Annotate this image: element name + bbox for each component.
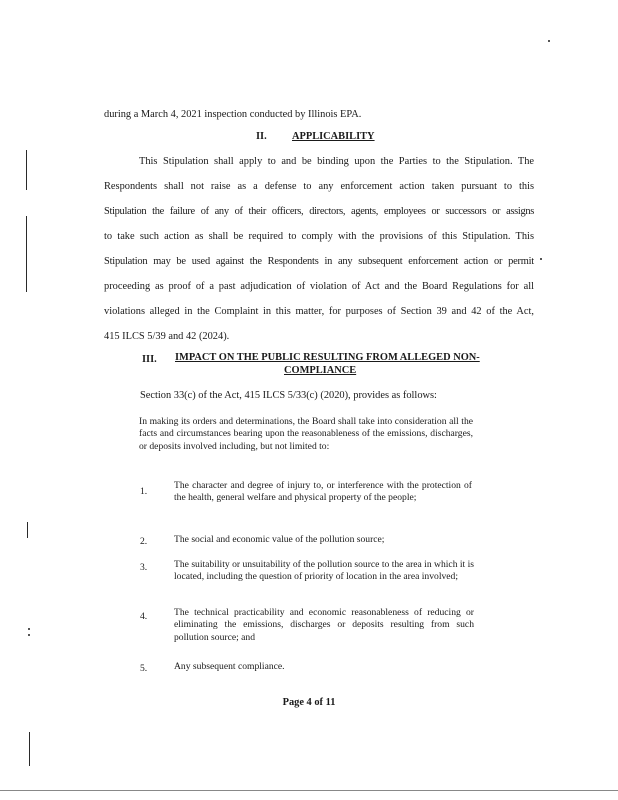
scan-mark [26,150,27,190]
body-line: Section 33(c) of the Act, 415 ILCS 5/33(c) (2020), provides as follows: [140,390,437,401]
section-2-number: II. [256,131,267,142]
body-line: 415 ILCS 5/39 and 42 (2024). [104,331,230,342]
scan-dot [548,40,550,42]
section-3-title-line-1: IMPACT ON THE PUBLIC RESULTING FROM ALLEGED NON- [175,352,480,363]
body-line: Stipulation the failure of any of their officers, directors, agents, employees or successors or assigns [104,206,534,217]
body-line: Stipulation may be used against the Respondents in any subsequent enforcement action or permit [104,256,534,267]
scan-mark [26,216,27,292]
list-item-number: 4. [140,611,148,622]
body-line: This Stipulation shall apply to and be binding upon the Parties to the Stipulation. The [139,156,534,167]
body-line: Respondents shall not raise as a defense to any enforcement action taken pursuant to this [104,181,534,192]
scan-dot [28,628,30,630]
list-item-text: Any subsequent compliance. [174,661,285,672]
list-item-text: The character and degree of injury to, or interference with the protection of the health, general welfare and physical property of the people; [174,480,472,504]
section-3-number: III. [142,354,157,365]
section-3-title-line-2: COMPLIANCE [284,365,357,376]
scan-mark [29,732,30,766]
body-line: during a March 4, 2021 inspection conducted by Illinois EPA. [104,109,362,120]
scan-bottom-edge [0,790,618,791]
body-line: proceeding as proof of a past adjudication of violation of Act and the Board Regulations for all [104,281,534,292]
list-item-text: The social and economic value of the pollution source; [174,534,385,545]
scan-dot [540,258,542,260]
list-item-number: 1. [140,486,148,497]
scan-dot [28,634,30,636]
page-number: Page 4 of 11 [282,697,336,708]
scan-mark [27,522,28,538]
list-item-number: 5. [140,663,148,674]
list-item-text: The technical practicability and economic reasonableness of reducing or eliminating the emissions, discharges or deposits resulting from such pollution source; and [174,607,474,643]
body-line: violations alleged in the Complaint in this matter, for purposes of Section 39 and 42 of the Act, [104,306,534,317]
list-item-number: 3. [140,562,148,573]
statute-quote: In making its orders and determinations, the Board shall take into consideration all the facts and circumstances bearing upon the reasonableness of the emissions, discharges, or deposits involved including, but not limited to: [139,416,473,452]
body-line: to take such action as shall be required to comply with the provisions of this Stipulation. This [104,231,534,242]
list-item-number: 2. [140,536,148,547]
section-2-title: APPLICABILITY [292,131,375,142]
list-item-text: The suitability or unsuitability of the pollution source to the area in which it is located, including the question of priority of location in the area involved; [174,559,475,583]
